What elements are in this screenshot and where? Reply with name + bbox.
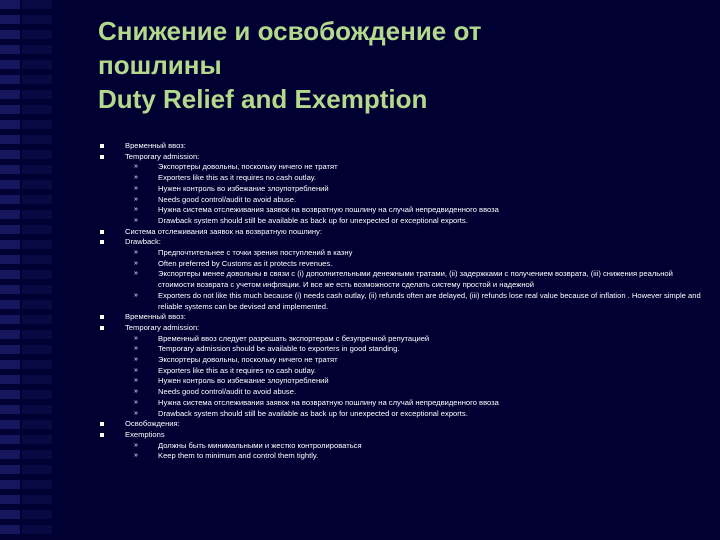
bullet-text: Exporters like this as it requires no cash outlay. bbox=[158, 173, 317, 183]
square-bullet-icon bbox=[100, 422, 104, 426]
bullet-text: Система отслеживания заявок на возвратную пошлину: bbox=[125, 226, 322, 236]
chevron-bullet-icon: » bbox=[134, 345, 138, 353]
bullet-item bbox=[100, 312, 700, 323]
sub-bullet-item bbox=[100, 398, 700, 409]
slide-content bbox=[100, 141, 700, 462]
bullet-text: Drawback system should still be available as back up for unexpected or exceptional exports. bbox=[158, 408, 468, 418]
bullet-text: Drawback: bbox=[125, 237, 161, 247]
sub-bullet-item bbox=[100, 205, 700, 216]
bullet-text: Нужна система отслеживания заявок на возвратную пошлину на случай непредвиденного ввоза bbox=[158, 205, 499, 215]
bullet-text: Экспортеры менее довольны в связи с (i) дополнительными денежными тратами, (ii) задержками с получением возврата, (iii) снижения реальной стоимости возврата с учетом инфляции. И все же есть возможности сделать систему простой и надежной bbox=[158, 269, 673, 290]
bullet-text: Экспортеры довольны, поскольку ничего не тратят bbox=[158, 162, 338, 172]
title-line-1: Снижение и освобождение от bbox=[98, 16, 482, 46]
sub-bullet-item bbox=[100, 269, 703, 290]
chevron-bullet-icon: » bbox=[134, 206, 138, 214]
bullet-text: Exemptions bbox=[125, 429, 165, 439]
sub-bullet-item bbox=[100, 344, 700, 355]
bullet-item bbox=[100, 430, 700, 441]
square-bullet-icon bbox=[100, 433, 104, 437]
square-bullet-icon bbox=[100, 240, 104, 244]
bullet-text: Temporary admission: bbox=[125, 151, 200, 161]
title-line-3: Duty Relief and Exemption bbox=[98, 84, 428, 114]
chevron-bullet-icon: » bbox=[134, 184, 138, 192]
bullet-item bbox=[100, 152, 700, 163]
bullet-text: Экспортеры довольны, поскольку ничего не тратят bbox=[158, 355, 338, 365]
bullet-text: Предпочтительнее с точки зрения поступлений в казну bbox=[158, 248, 353, 258]
chevron-bullet-icon: » bbox=[134, 163, 138, 171]
sub-bullet-item bbox=[100, 355, 700, 366]
bullet-text: Needs good control/audit to avoid abuse. bbox=[158, 194, 297, 204]
bullet-text: Drawback system should still be available as back up for unexpected or exceptional exports. bbox=[158, 215, 468, 225]
sub-bullet-item bbox=[100, 162, 700, 173]
bullet-text: Exporters do not like this much because (i) needs cash outlay, (ii) refunds often are delayed, (iii) refunds lose real value because of inflation . However simple and reliable systems can be devised and implemented. bbox=[158, 290, 701, 311]
chevron-bullet-icon: » bbox=[134, 409, 138, 417]
sub-bullet-item bbox=[100, 248, 700, 259]
decorative-stripe-left bbox=[0, 0, 20, 540]
bullet-text: Временный ввоз следует разрешать экспортерам с безупречной репутацией bbox=[158, 333, 430, 343]
bullet-text: Temporary admission: bbox=[125, 322, 200, 332]
sub-bullet-item bbox=[100, 173, 700, 184]
sub-bullet-item bbox=[100, 441, 700, 452]
chevron-bullet-icon: » bbox=[134, 174, 138, 182]
sub-bullet-item bbox=[100, 366, 700, 377]
sub-bullet-item bbox=[100, 259, 700, 270]
chevron-bullet-icon: » bbox=[134, 334, 138, 342]
sub-bullet-item bbox=[100, 451, 700, 462]
bullet-text: Нужна система отслеживания заявок на возвратную пошлину на случай непредвиденного ввоза bbox=[158, 397, 499, 407]
chevron-bullet-icon: » bbox=[134, 452, 138, 460]
decorative-stripe-inner bbox=[22, 0, 52, 540]
sub-bullet-item bbox=[100, 195, 700, 206]
chevron-bullet-icon: » bbox=[134, 398, 138, 406]
square-bullet-icon bbox=[100, 315, 104, 319]
bullet-text: Often preferred by Customs as it protects revenues. bbox=[158, 258, 333, 268]
bullet-text: Должны быть минимальными и жестко контролироваться bbox=[158, 440, 362, 450]
bullet-item bbox=[100, 323, 700, 334]
square-bullet-icon bbox=[100, 144, 104, 148]
chevron-bullet-icon: » bbox=[134, 377, 138, 385]
chevron-bullet-icon: » bbox=[134, 388, 138, 396]
chevron-bullet-icon: » bbox=[134, 195, 138, 203]
chevron-bullet-icon: » bbox=[134, 259, 138, 267]
sub-bullet-item bbox=[100, 216, 700, 227]
sub-bullet-item bbox=[100, 376, 700, 387]
sub-bullet-item bbox=[100, 184, 700, 195]
chevron-bullet-icon: » bbox=[134, 249, 138, 257]
sub-bullet-item bbox=[100, 291, 703, 312]
bullet-text: Временный ввоз: bbox=[125, 141, 186, 150]
chevron-bullet-icon: » bbox=[134, 441, 138, 449]
bullet-item bbox=[100, 419, 700, 430]
chevron-bullet-icon: » bbox=[134, 356, 138, 364]
sub-bullet-item bbox=[100, 409, 700, 420]
title-line-2: пошлины bbox=[98, 50, 222, 80]
bullet-text: Exporters like this as it requires no cash outlay. bbox=[158, 365, 317, 375]
chevron-bullet-icon: » bbox=[134, 291, 138, 299]
bullet-text: Temporary admission should be available to exporters in good standing. bbox=[158, 344, 400, 354]
bullet-text: Временный ввоз: bbox=[125, 312, 186, 322]
bullet-item bbox=[100, 141, 700, 152]
slide-title bbox=[98, 14, 698, 116]
bullet-text: Нужен контроль во избежание злоупотреблений bbox=[158, 183, 329, 193]
chevron-bullet-icon: » bbox=[134, 216, 138, 224]
sub-bullet-item bbox=[100, 334, 700, 345]
bullet-text: Освобождения: bbox=[125, 419, 180, 429]
bullet-item bbox=[100, 237, 700, 248]
sub-bullet-item bbox=[100, 387, 700, 398]
bullet-text: Needs good control/audit to avoid abuse. bbox=[158, 387, 297, 397]
bullet-item bbox=[100, 227, 700, 238]
bullet-text: Нужен контроль во избежание злоупотреблений bbox=[158, 376, 329, 386]
chevron-bullet-icon: » bbox=[134, 366, 138, 374]
square-bullet-icon bbox=[100, 155, 104, 159]
square-bullet-icon bbox=[100, 230, 104, 234]
chevron-bullet-icon: » bbox=[134, 270, 138, 278]
square-bullet-icon bbox=[100, 326, 104, 330]
bullet-text: Keep them to minimum and control them tightly. bbox=[158, 451, 319, 461]
